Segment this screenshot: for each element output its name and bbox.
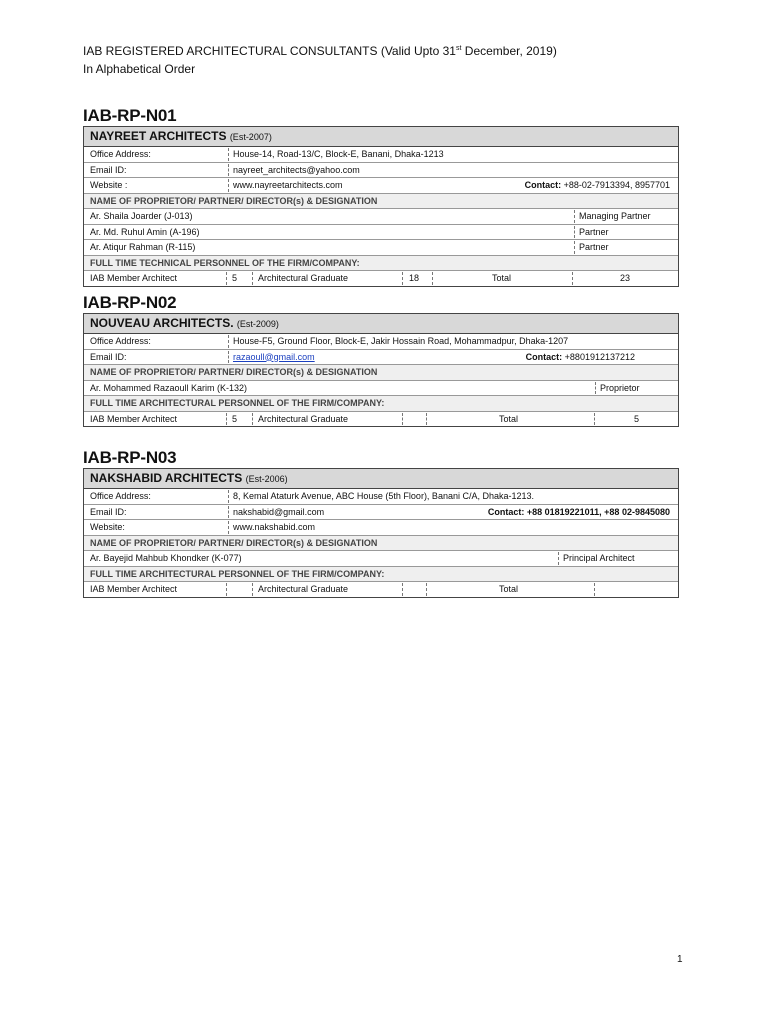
personnel-heading: FULL TIME ARCHITECTURAL PERSONNEL OF THE FIRM/COMPANY:	[90, 398, 385, 408]
total-count: 23	[620, 273, 631, 283]
header-subtitle: In Alphabetical Order	[83, 62, 196, 76]
person-name: Ar. Md. Ruhul Amin (A-196)	[90, 226, 200, 237]
website-row	[84, 178, 678, 194]
person-row	[84, 240, 678, 256]
person-designation: Proprietor	[600, 382, 640, 393]
office-value: House-14, Road-13/C, Block-E, Banani, Dhaka-1213	[233, 149, 444, 159]
website-label: Website :	[90, 180, 128, 190]
email-label: Email ID:	[90, 164, 127, 175]
page-number: 1	[677, 954, 683, 965]
graduate-label: Architectural Graduate	[258, 273, 349, 283]
graduate-label: Architectural Graduate	[258, 584, 349, 594]
person-designation: Managing Partner	[579, 211, 651, 221]
contact-value: +88-02-7913394, 8957701	[563, 180, 670, 190]
personnel-heading-row	[84, 396, 678, 412]
names-heading: NAME OF PROPRIETOR/ PARTNER/ DIRECTOR(s) & DESIGNATION	[90, 195, 378, 206]
person-name: Ar. Shaila Joarder (J-013)	[90, 211, 193, 221]
website-row	[84, 520, 678, 536]
email-row	[84, 350, 678, 366]
person-row	[84, 209, 678, 225]
office-row	[84, 489, 678, 505]
office-label: Office Address:	[90, 491, 151, 501]
personnel-row	[84, 582, 678, 597]
email-row	[84, 505, 678, 521]
email-label: Email ID:	[90, 506, 127, 517]
contact	[488, 505, 670, 520]
member-count: 5	[232, 413, 238, 424]
contact-label: Contact:	[487, 506, 525, 517]
firm-title	[84, 314, 678, 334]
names-heading-row	[84, 365, 678, 381]
person-designation: Partner	[579, 242, 609, 252]
personnel-heading: FULL TIME ARCHITECTURAL PERSONNEL OF THE FIRM/COMPANY:	[90, 568, 385, 579]
contact-label: Contact:	[525, 351, 563, 362]
person-name: Ar. Atiqur Rahman (R-115)	[90, 242, 196, 252]
total-label: Total	[499, 584, 519, 594]
personnel-row	[84, 412, 678, 427]
firm-card	[83, 126, 679, 287]
names-heading-row	[84, 536, 678, 552]
person-designation: Principal Architect	[563, 553, 635, 563]
graduate-label: Architectural Graduate	[258, 413, 349, 424]
firm-est: (Est-2009)	[236, 319, 279, 329]
firm-card	[83, 313, 679, 427]
firm-code: IAB-RP-N01	[83, 106, 177, 125]
names-heading-row	[84, 194, 678, 210]
firm-est: (Est-2006)	[245, 474, 288, 484]
contact-label: Contact:	[524, 180, 562, 190]
firm-code: IAB-RP-N03	[83, 448, 177, 467]
firm-name: NOUVEAU ARCHITECTS.	[90, 316, 234, 330]
names-heading: NAME OF PROPRIETOR/ PARTNER/ DIRECTOR(s) & DESIGNATION	[90, 537, 378, 548]
header-title-superscript: st	[455, 45, 462, 52]
contact-value: +88 01819221011, +88 02-9845080	[526, 506, 670, 517]
member-label: IAB Member Architect	[90, 413, 178, 424]
total-label: Total	[492, 273, 512, 283]
website-value[interactable]: www.nayreetarchitects.com	[233, 180, 343, 190]
office-value: 8, Kemal Ataturk Avenue, ABC House (5th Floor), Banani C/A, Dhaka-1213.	[233, 491, 534, 501]
firm-code: IAB-RP-N02	[83, 293, 177, 312]
header-title: IAB REGISTERED ARCHITECTURAL CONSULTANTS (Valid Upto 31	[83, 44, 456, 58]
website-label: Website:	[90, 522, 125, 532]
firm-card	[83, 468, 679, 598]
personnel-row	[84, 271, 678, 286]
firm-title	[84, 469, 678, 489]
email-label: Email ID:	[90, 351, 127, 362]
member-count: 5	[232, 273, 238, 283]
personnel-heading: FULL TIME TECHNICAL PERSONNEL OF THE FIRM/COMPANY:	[90, 257, 360, 268]
document-header	[83, 44, 557, 58]
firm-title	[84, 127, 678, 147]
contact	[525, 178, 670, 193]
person-row	[84, 381, 678, 397]
email-value[interactable]: nayreet_architects@yahoo.com	[233, 164, 360, 175]
person-name: Ar. Mohammed Razaoull Karim (K-132)	[90, 382, 248, 393]
person-row	[84, 225, 678, 241]
names-heading: NAME OF PROPRIETOR/ PARTNER/ DIRECTOR(s) & DESIGNATION	[90, 367, 378, 377]
office-row	[84, 334, 678, 350]
email-value[interactable]: nakshabid@gmail.com	[233, 506, 325, 517]
person-designation: Partner	[579, 226, 609, 237]
email-value[interactable]: razaoull@gmail.com	[233, 351, 315, 362]
graduate-count: 18	[409, 273, 420, 283]
office-value: House-F5, Ground Floor, Block-E, Jakir Hossain Road, Mohammadpur, Dhaka-1207	[233, 336, 569, 346]
firm-name: NAYREET ARCHITECTS	[90, 129, 227, 143]
member-label: IAB Member Architect	[90, 584, 178, 594]
firm-name: NAKSHABID ARCHITECTS	[90, 471, 243, 485]
website-value[interactable]: www.nakshabid.com	[233, 522, 316, 532]
person-name: Ar. Bayejid Mahbub Khondker (K-077)	[90, 553, 242, 563]
member-label: IAB Member Architect	[90, 273, 178, 283]
firm-est: (Est-2007)	[229, 132, 272, 142]
office-row	[84, 147, 678, 163]
email-row	[84, 163, 678, 179]
total-label: Total	[499, 413, 519, 424]
personnel-heading-row	[84, 567, 678, 583]
office-label: Office Address:	[90, 149, 151, 159]
person-row	[84, 551, 678, 567]
office-label: Office Address:	[90, 336, 151, 346]
total-count: 5	[634, 413, 640, 424]
personnel-heading-row	[84, 256, 678, 272]
contact-value: +8801912137212	[564, 351, 635, 362]
contact	[526, 350, 635, 365]
header-title-end: December, 2019)	[461, 44, 557, 58]
